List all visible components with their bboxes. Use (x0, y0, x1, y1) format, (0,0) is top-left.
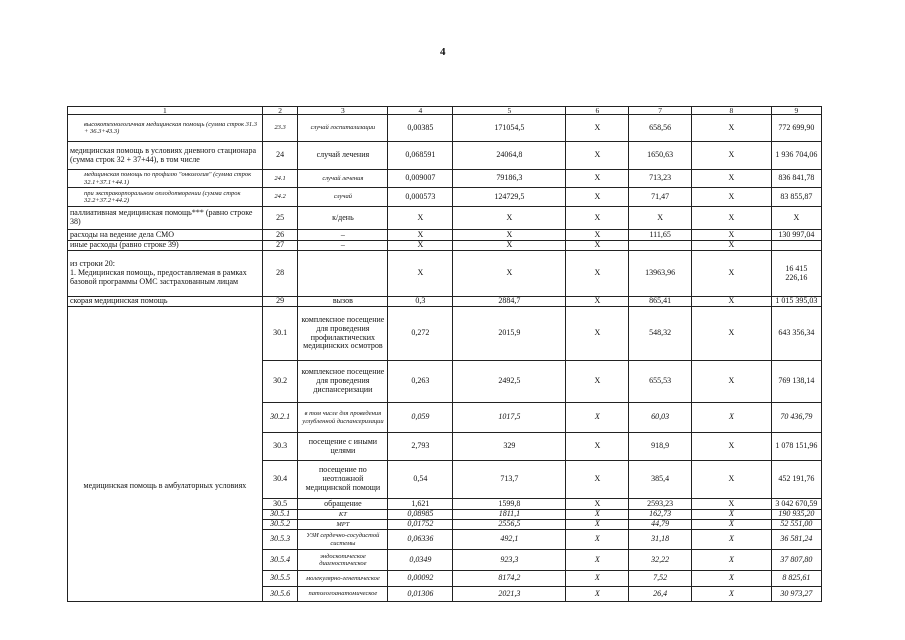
table-row (68, 241, 822, 251)
row-number: 24.1 (262, 170, 298, 188)
per-capita-norm: X (566, 207, 629, 230)
column-number-header: 5 (453, 107, 566, 115)
total-cost: X (692, 170, 772, 188)
total-cost: X (692, 499, 772, 510)
column-number-header: 9 (771, 107, 821, 115)
per-capita-norm-2: 26,4 (629, 587, 692, 602)
total-cost: X (692, 188, 772, 207)
row-number: 24.2 (262, 188, 298, 207)
per-capita-norm: X (566, 241, 629, 251)
total-cost: X (692, 461, 772, 499)
row-name: иные расходы (равно строке 39) (68, 241, 263, 251)
table-row (68, 170, 822, 188)
total-cost: X (692, 361, 772, 403)
share: 37 807,80 (771, 550, 821, 571)
total-cost: X (692, 142, 772, 170)
total-cost: X (692, 530, 772, 550)
cost-norm: 2884,7 (453, 297, 566, 307)
per-capita-norm-2: 918,9 (629, 433, 692, 461)
unit: вызов (298, 297, 388, 307)
per-capita-norm-2: 7,52 (629, 571, 692, 587)
share: 1 078 151,96 (771, 433, 821, 461)
volume-norm: X (388, 251, 453, 297)
unit: – (298, 230, 388, 241)
column-number-header: 8 (692, 107, 772, 115)
volume-norm: 0,059 (388, 403, 453, 433)
per-capita-norm: X (566, 571, 629, 587)
per-capita-norm: X (566, 188, 629, 207)
cost-norm: 329 (453, 433, 566, 461)
total-cost: X (692, 207, 772, 230)
total-cost: X (692, 550, 772, 571)
column-number-header: 2 (262, 107, 298, 115)
total-cost: X (692, 433, 772, 461)
cost-norm: 2492,5 (453, 361, 566, 403)
volume-norm: 0,00385 (388, 115, 453, 142)
share: 16 415 226,16 (771, 251, 821, 297)
cost-norm: 1811,1 (453, 510, 566, 520)
share: 30 973,27 (771, 587, 821, 602)
row-name: медицинская помощь по профилю "онкология" (сумма строк 32.1+37.1+44.1) (68, 170, 263, 188)
row-number: 30.2 (262, 361, 298, 403)
total-cost: X (692, 571, 772, 587)
share: 643 356,34 (771, 307, 821, 361)
unit: эндоскопическое диагностическое (298, 550, 388, 571)
per-capita-norm-2: 655,53 (629, 361, 692, 403)
per-capita-norm: X (566, 403, 629, 433)
row-name: расходы на ведение дела СМО (68, 230, 263, 241)
volume-norm: 0,009007 (388, 170, 453, 188)
row-number: 23.3 (262, 115, 298, 142)
cost-norm: X (453, 230, 566, 241)
per-capita-norm-2: 713,23 (629, 170, 692, 188)
total-cost: X (692, 230, 772, 241)
unit: случай госпитализации (298, 115, 388, 142)
cost-norm: 1017,5 (453, 403, 566, 433)
row-number: 30.5.1 (262, 510, 298, 520)
cost-norm: 2556,5 (453, 520, 566, 530)
share: 36 581,24 (771, 530, 821, 550)
total-cost: X (692, 297, 772, 307)
volume-norm: 0,00092 (388, 571, 453, 587)
normatives-table (67, 106, 822, 602)
per-capita-norm: X (566, 115, 629, 142)
per-capita-norm-2 (629, 241, 692, 251)
per-capita-norm-2: 865,41 (629, 297, 692, 307)
per-capita-norm-2: 31,18 (629, 530, 692, 550)
row-number: 30.3 (262, 433, 298, 461)
unit (298, 251, 388, 297)
total-cost: X (692, 307, 772, 361)
cost-norm: 2021,3 (453, 587, 566, 602)
unit: обращение (298, 499, 388, 510)
share: 1 936 704,06 (771, 142, 821, 170)
volume-norm: 0,06336 (388, 530, 453, 550)
table-row (68, 142, 822, 170)
total-cost: X (692, 241, 772, 251)
share: 772 699,90 (771, 115, 821, 142)
row-number: 30.1 (262, 307, 298, 361)
row-name: высокотехнологичная медицинская помощь (сумма строк 31.3 + 36.3+43.3) (68, 115, 263, 142)
cost-norm: X (453, 207, 566, 230)
row-number: 26 (262, 230, 298, 241)
unit: к/день (298, 207, 388, 230)
unit: в том числе для проведения углубленной диспансеризации (298, 403, 388, 433)
unit: молекулярно-генетическое (298, 571, 388, 587)
row-name: медицинская помощь в условиях дневного стационара (сумма строк 32 + 37+44), в том числе (68, 142, 263, 170)
row-number: 30.5.5 (262, 571, 298, 587)
row-number: 30.2.1 (262, 403, 298, 433)
row-number: 28 (262, 251, 298, 297)
share: 452 191,76 (771, 461, 821, 499)
cost-norm: 713,7 (453, 461, 566, 499)
row-number: 27 (262, 241, 298, 251)
per-capita-norm-2: 385,4 (629, 461, 692, 499)
unit: комплексное посещение для проведения профилактических медицинских осмотров (298, 307, 388, 361)
per-capita-norm: X (566, 433, 629, 461)
volume-norm: 1,621 (388, 499, 453, 510)
per-capita-norm: X (566, 461, 629, 499)
per-capita-norm: X (566, 307, 629, 361)
column-number-header: 3 (298, 107, 388, 115)
unit: КТ (298, 510, 388, 520)
per-capita-norm: X (566, 530, 629, 550)
cost-norm: 1599,8 (453, 499, 566, 510)
volume-norm: X (388, 207, 453, 230)
share: 52 551,00 (771, 520, 821, 530)
volume-norm: 0,263 (388, 361, 453, 403)
share: 836 841,78 (771, 170, 821, 188)
per-capita-norm: X (566, 297, 629, 307)
unit: случай лечения (298, 170, 388, 188)
volume-norm: 0,54 (388, 461, 453, 499)
page-number: 4 (440, 46, 446, 58)
unit: случай (298, 188, 388, 207)
per-capita-norm: X (566, 361, 629, 403)
total-cost: X (692, 403, 772, 433)
cost-norm: 79186,3 (453, 170, 566, 188)
share: 83 855,87 (771, 188, 821, 207)
column-number-header: 4 (388, 107, 453, 115)
table-row (68, 307, 822, 361)
volume-norm: 0,3 (388, 297, 453, 307)
unit: посещение с иными целями (298, 433, 388, 461)
volume-norm: X (388, 241, 453, 251)
per-capita-norm-2: X (629, 207, 692, 230)
volume-norm: 0,01306 (388, 587, 453, 602)
cost-norm: 923,3 (453, 550, 566, 571)
cost-norm: 124729,5 (453, 188, 566, 207)
per-capita-norm: X (566, 499, 629, 510)
row-number: 30.5.3 (262, 530, 298, 550)
share: 190 935,20 (771, 510, 821, 520)
per-capita-norm-2: 111,65 (629, 230, 692, 241)
unit: комплексное посещение для проведения диспансеризации (298, 361, 388, 403)
per-capita-norm-2: 13963,96 (629, 251, 692, 297)
row-number: 25 (262, 207, 298, 230)
per-capita-norm-2: 2593,23 (629, 499, 692, 510)
share (771, 241, 821, 251)
per-capita-norm-2: 162,73 (629, 510, 692, 520)
per-capita-norm: X (566, 251, 629, 297)
total-cost: X (692, 587, 772, 602)
per-capita-norm: X (566, 510, 629, 520)
per-capita-norm-2: 548,32 (629, 307, 692, 361)
row-number: 24 (262, 142, 298, 170)
volume-norm: 0,01752 (388, 520, 453, 530)
per-capita-norm-2: 658,56 (629, 115, 692, 142)
row-number: 29 (262, 297, 298, 307)
share: 3 042 670,59 (771, 499, 821, 510)
cost-norm: 2015,9 (453, 307, 566, 361)
volume-norm: X (388, 230, 453, 241)
share: 130 997,04 (771, 230, 821, 241)
column-number-header: 7 (629, 107, 692, 115)
table-row (68, 251, 822, 297)
total-cost: X (692, 251, 772, 297)
volume-norm: 0,08985 (388, 510, 453, 520)
table-row (68, 297, 822, 307)
volume-norm: 0,000573 (388, 188, 453, 207)
volume-norm: 0,272 (388, 307, 453, 361)
share: 1 015 395,03 (771, 297, 821, 307)
per-capita-norm: X (566, 170, 629, 188)
table-row (68, 230, 822, 241)
unit: патологоанатомическое (298, 587, 388, 602)
per-capita-norm: X (566, 587, 629, 602)
table-header-row (68, 107, 822, 115)
per-capita-norm-2: 32,22 (629, 550, 692, 571)
per-capita-norm-2: 71,47 (629, 188, 692, 207)
share: 8 825,61 (771, 571, 821, 587)
share: 70 436,79 (771, 403, 821, 433)
row-number: 30.5.6 (262, 587, 298, 602)
table-row (68, 188, 822, 207)
unit: УЗИ сердечно-сосудистой системы (298, 530, 388, 550)
share: 769 138,14 (771, 361, 821, 403)
table-row (68, 115, 822, 142)
column-number-header: 1 (68, 107, 263, 115)
per-capita-norm: X (566, 230, 629, 241)
per-capita-norm: X (566, 550, 629, 571)
cost-norm: X (453, 251, 566, 297)
total-cost: X (692, 510, 772, 520)
cost-norm: 8174,2 (453, 571, 566, 587)
share: X (771, 207, 821, 230)
per-capita-norm: X (566, 520, 629, 530)
row-name: скорая медицинская помощь (68, 297, 263, 307)
column-number-header: 6 (566, 107, 629, 115)
volume-norm: 0,0349 (388, 550, 453, 571)
per-capita-norm-2: 44,79 (629, 520, 692, 530)
volume-norm: 0,068591 (388, 142, 453, 170)
total-cost: X (692, 520, 772, 530)
cost-norm: X (453, 241, 566, 251)
table-row (68, 207, 822, 230)
per-capita-norm: X (566, 142, 629, 170)
row-number: 30.5.2 (262, 520, 298, 530)
unit: МРТ (298, 520, 388, 530)
unit: посещение по неотложной медицинской помощи (298, 461, 388, 499)
row-name: из строки 20: 1. Медицинская помощь, предоставляемая в рамках базовой программы ОМС застрахованным лицам (68, 251, 263, 297)
cost-norm: 492,1 (453, 530, 566, 550)
per-capita-norm-2: 60,03 (629, 403, 692, 433)
row-name: паллиативная медицинская помощь*** (равно строке 38) (68, 207, 263, 230)
total-cost: X (692, 115, 772, 142)
row-name: при экстракорпоральном оплодотворении (сумма строк 32.2+37.2+44.2) (68, 188, 263, 207)
per-capita-norm-2: 1650,63 (629, 142, 692, 170)
group-label: медицинская помощь в амбулаторных условиях (68, 307, 263, 602)
row-number: 30.4 (262, 461, 298, 499)
cost-norm: 24064,8 (453, 142, 566, 170)
cost-norm: 171054,5 (453, 115, 566, 142)
volume-norm: 2,793 (388, 433, 453, 461)
unit: случай лечения (298, 142, 388, 170)
row-number: 30.5 (262, 499, 298, 510)
unit: – (298, 241, 388, 251)
row-number: 30.5.4 (262, 550, 298, 571)
